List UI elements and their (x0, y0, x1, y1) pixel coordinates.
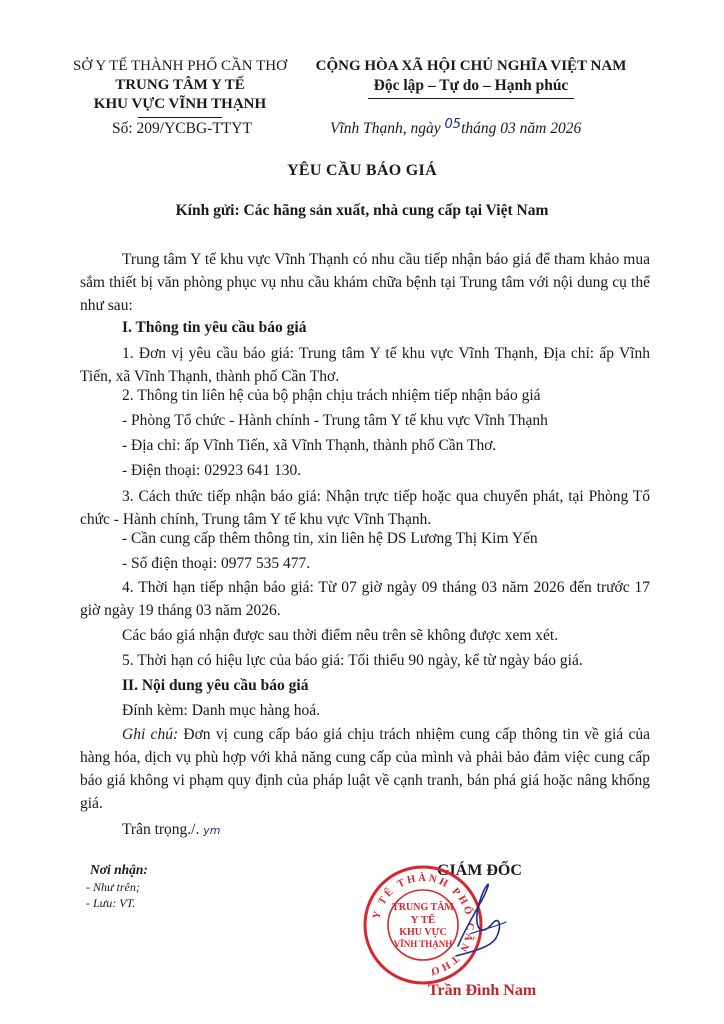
section-1-item-2: 2. Thông tin liên hệ của bộ phận chịu trách nhiệm tiếp nhận báo giá (122, 387, 541, 404)
note-label: Ghi chú: (122, 726, 179, 743)
organization-underline (138, 117, 222, 118)
intro-paragraph: Trung tâm Y tế khu vực Vĩnh Thạnh có nhu cầu tiếp nhận báo giá để tham khảo mua sắm thiết bị văn phòng phục vụ nhu cầu khám chữa bệnh tại Trung tâm với nội dung cụ thể như sau: (80, 251, 650, 314)
organization-name-line2: KHU VỰC VĨNH THẠNH (93, 96, 267, 112)
section-1-item-5: 5. Thời hạn có hiệu lực của báo giá: Tối thiểu 90 ngày, kể từ ngày báo giá. (122, 652, 583, 669)
signature-scribble (430, 878, 520, 968)
contact-person: - Cần cung cấp thêm thông tin, xin liên hệ DS Lương Thị Kim Yến (122, 530, 538, 547)
document-number: Số: 209/YCBG-TTYT (112, 120, 252, 137)
nation-title: CỘNG HÒA XÃ HỘI CHỦ NGHĨA VIỆT NAM (315, 58, 627, 74)
date-day-handwritten: 05 (444, 117, 462, 132)
closing-initials-handwritten: ym (203, 824, 221, 837)
section-2-heading: II. Nội dung yêu cầu báo giá (122, 677, 309, 694)
organization-name-line1: TRUNG TÂM Y TẾ (115, 77, 245, 93)
section-1-item-1: 1. Đơn vị yêu cầu báo giá: Trung tâm Y tế khu vực Vĩnh Thạnh, Địa chỉ: ấp Vĩnh Tiến, xã Vĩnh Thạnh, thành phố Cần Thơ. (80, 345, 650, 385)
recipients-label: Nơi nhận: (90, 862, 148, 877)
attachment-line: Đính kèm: Danh mục hàng hoá. (122, 702, 321, 719)
note-text: Đơn vị cung cấp báo giá chịu trách nhiệm cung cấp thông tin về giá của hàng hóa, dịch vụ phù hợp với khả năng cung cấp của mình và phải bảo đảm việc cung cấp báo giá không vi phạm quy định của pháp luật về cạnh tranh, bán phá giá hoặc nâng khống giá. (80, 726, 650, 812)
contact-phone: - Điện thoại: 02923 641 130. (122, 462, 302, 479)
closing-line (122, 820, 220, 841)
stamp-center-line: VĨNH THẠNH (393, 939, 453, 949)
note-paragraph (80, 723, 650, 815)
section-1-item-3: 3. Cách thức tiếp nhận báo giá: Nhận trực tiếp hoặc qua chuyển phát, tại Phòng Tổ chức - Hành chính, Trung tâm Y tế khu vực Vĩnh Thạnh. (80, 488, 650, 528)
contact-address: - Địa chỉ: ấp Vĩnh Tiến, xã Vĩnh Thạnh, thành phố Cần Thơ. (122, 437, 497, 454)
document-date (330, 117, 582, 138)
signer-title: GIÁM ĐỐC (437, 862, 522, 879)
section-1-heading: I. Thông tin yêu cầu báo giá (122, 319, 307, 336)
recipient-item: - Lưu: VT. (86, 896, 136, 910)
contact-person-phone: - Số điện thoại: 0977 535 477. (122, 555, 311, 572)
document-title: YÊU CẦU BÁO GIÁ (287, 162, 437, 179)
motto-underline (368, 98, 574, 99)
signer-name: Trần Đình Nam (428, 982, 537, 999)
late-submission-note: Các báo giá nhận được sau thời điểm nêu trên sẽ không được xem xét. (122, 627, 559, 644)
stamp-center-line: TRUNG TÂM (392, 902, 454, 913)
date-suffix: tháng 03 năm 2026 (461, 120, 582, 137)
nation-motto: Độc lập – Tự do – Hạnh phúc (373, 77, 569, 94)
closing-text: Trân trọng./. (122, 821, 200, 838)
issuing-department: SỞ Y TẾ THÀNH PHỐ CẦN THƠ (73, 58, 287, 74)
recipient-item: - Như trên; (86, 880, 140, 894)
date-prefix: Vĩnh Thạnh, ngày (330, 120, 445, 137)
stamp-center-line: KHU VỰC (399, 927, 447, 938)
stamp-center-line: Y TẾ (410, 914, 436, 926)
contact-department: - Phòng Tổ chức - Hành chính - Trung tâm Y tế khu vực Vĩnh Thạnh (122, 412, 548, 429)
stamp-ring-text: Y TẾ THÀNH PHỐ CẦN THƠ (371, 872, 476, 977)
recipient-line: Kính gửi: Các hãng sản xuất, nhà cung cấp tại Việt Nam (175, 202, 549, 219)
section-1-item-4: 4. Thời hạn tiếp nhận báo giá: Từ 07 giờ ngày 09 tháng 03 năm 2026 đến trước 17 giờ ngày 19 tháng 03 năm 2026. (80, 579, 650, 619)
